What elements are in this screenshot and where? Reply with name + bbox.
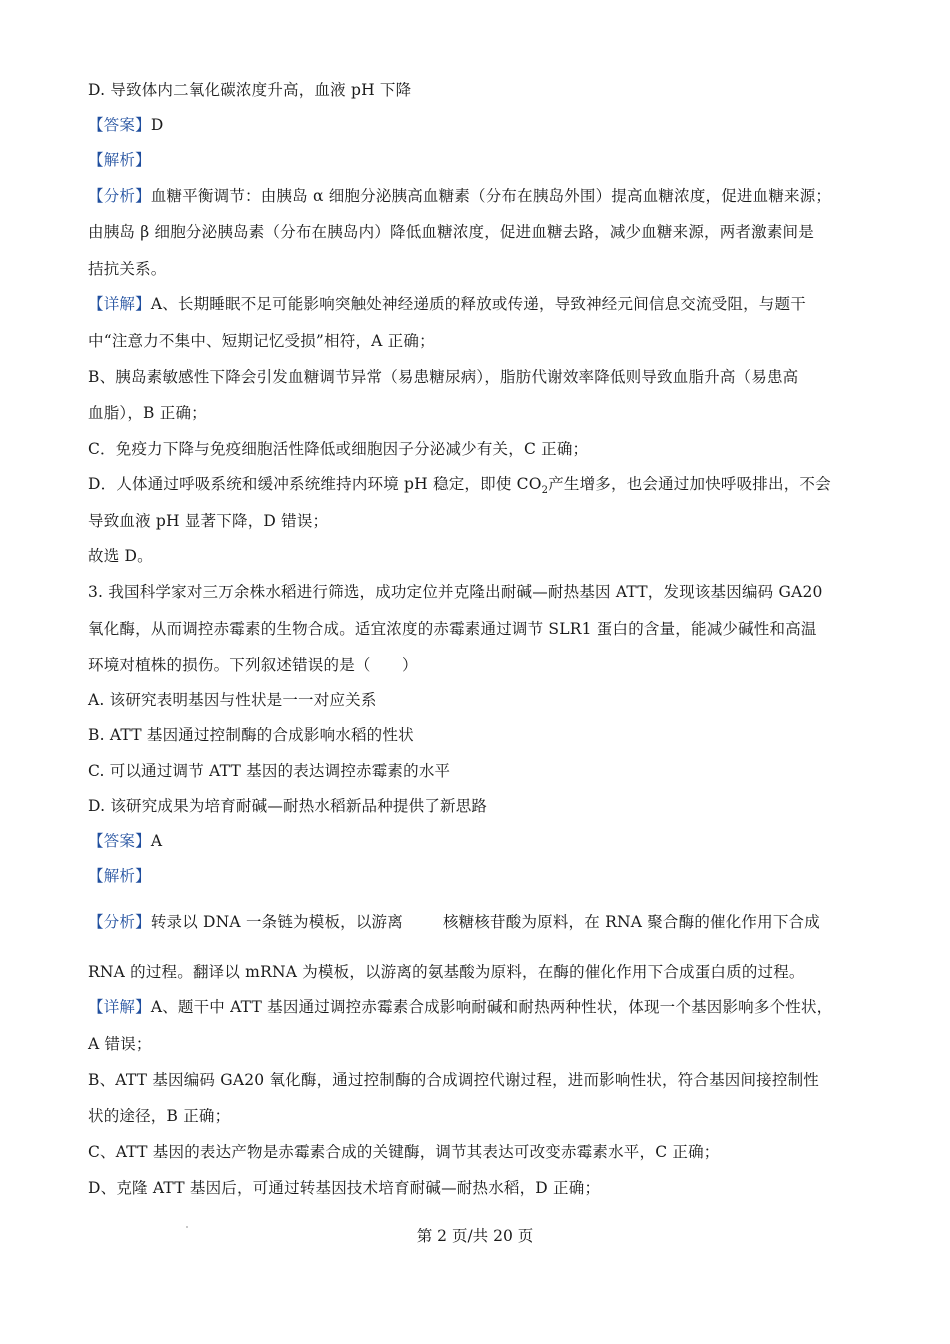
analysis-tag: 【解析】 <box>88 151 151 169</box>
detail-q3-line-6: D、克隆 ATT 基因后，可通过转基因技术培育耐碱—耐热水稻，D 正确； <box>88 1179 601 1197</box>
answer-line-q3 <box>88 831 878 851</box>
answer-tag: 【答案】 <box>88 832 151 850</box>
page-footer: 第 2 页/共 20 页 <box>416 1227 534 1245</box>
detail-line-6: D．人体通过呼吸系统和缓冲系统维持内环境 pH 稳定，即使 $CO_2$产生增多，也会通过加快呼吸排出，不会 <box>88 475 831 497</box>
detail-para-q2: 【详解】A、长期睡眠不足可能影响突触处神经递质的释放或传递，导致神经元间信息交流受阻，与题干 <box>88 295 806 313</box>
detail-line-2: 中“注意力不集中、短期记忆受损”相符，A 正确； <box>88 332 435 350</box>
analysis-para-q2: 【分析】血糖平衡调节：由胰岛 α 细胞分泌胰高血糖素（分布在胰岛外围）提高血糖浓度，促进血糖来源； <box>88 187 832 205</box>
detail-q3-line-2: A 错误； <box>88 1035 152 1053</box>
analysis-line-2: 由胰岛 β 细胞分泌胰岛素（分布在胰岛内）降低血糖浓度，促进血糖去路，减少血糖来源，两者激素间是 <box>88 223 814 241</box>
analysis-para-q3: 【分析】转录以 DNA 一条链为模板，以游离 核糖核苷酸为原料，在 RNA 聚合酶的催化作用下合成 <box>88 913 820 931</box>
option-d-q2: D. 导致体内二氧化碳浓度升高，血液 pH 下降 <box>88 81 412 99</box>
xiangjie-tag: 【详解】 <box>88 998 151 1016</box>
detail-q3-line-3: B、ATT 基因编码 GA20 氧化酶，通过控制酶的合成调控代谢过程，进而影响性状，符合基因间接控制性 <box>88 1071 819 1089</box>
detail-q3-line-4: 状的途径，B 正确； <box>88 1107 231 1125</box>
fenxi-tag: 【分析】 <box>88 913 151 931</box>
xiangjie-tag: 【详解】 <box>88 295 151 313</box>
detail-para-q3: 【详解】A、题干中 ATT 基因通过调控赤霉素合成影响耐碱和耐热两种性状，体现一个基因影响多个性状， <box>88 998 833 1016</box>
detail-line-4: 血脂），B 正确； <box>88 404 207 422</box>
detail-line-5: C．免疫力下降与免疫细胞活性降低或细胞因子分泌减少有关，C 正确； <box>88 440 589 458</box>
question-3-stem: 3. 我国科学家对三万余株水稻进行筛选，成功定位并克隆出耐碱—耐热基因 ATT，发现该基因编码 GA20 <box>88 583 823 601</box>
detail-q3-line-5: C、ATT 基因的表达产物是赤霉素合成的关键酶，调节其表达可改变赤霉素水平，C 正确； <box>88 1143 720 1161</box>
conclusion-q2: 故选 D。 <box>88 547 153 565</box>
answer-line-q2 <box>88 115 878 135</box>
question-3-stem-line-3: 环境对植株的损伤。下列叙述错误的是（ ） <box>88 656 418 674</box>
option-b-q3: B. ATT 基因通过控制酶的合成影响水稻的性状 <box>88 726 414 744</box>
answer-tag: 【答案】 <box>88 116 151 134</box>
option-a-q3: A. 该研究表明基因与性状是一一对应关系 <box>88 691 377 709</box>
option-c-q3: C. 可以通过调节 ATT 基因的表达调控赤霉素的水平 <box>88 762 451 780</box>
analysis-heading-q2 <box>88 150 878 170</box>
option-d-q3: D. 该研究成果为培育耐碱—耐热水稻新品种提供了新思路 <box>88 797 488 815</box>
detail-line-7: 导致血液 pH 显著下降，D 错误； <box>88 512 329 530</box>
analysis-q3-line-2: RNA 的过程。翻译以 mRNA 为模板，以游离的氨基酸为原料，在酶的催化作用下合成蛋白质的过程。 <box>88 963 805 981</box>
detail-line-3: B、胰岛素敏感性下降会引发血糖调节异常（易患糖尿病），脂肪代谢效率降低则导致血脂升高（易患高 <box>88 368 799 386</box>
question-3-stem-line-2: 氧化酶，从而调控赤霉素的生物合成。适宜浓度的赤霉素通过调节 SLR1 蛋白的含量，能减少碱性和高温 <box>88 620 817 638</box>
answer-value: D <box>150 116 164 134</box>
answer-value: A <box>150 832 163 850</box>
analysis-tag: 【解析】 <box>88 867 151 885</box>
analysis-heading-q3 <box>88 866 878 886</box>
analysis-line-3: 拮抗关系。 <box>88 260 167 278</box>
fenxi-tag: 【分析】 <box>88 187 151 205</box>
